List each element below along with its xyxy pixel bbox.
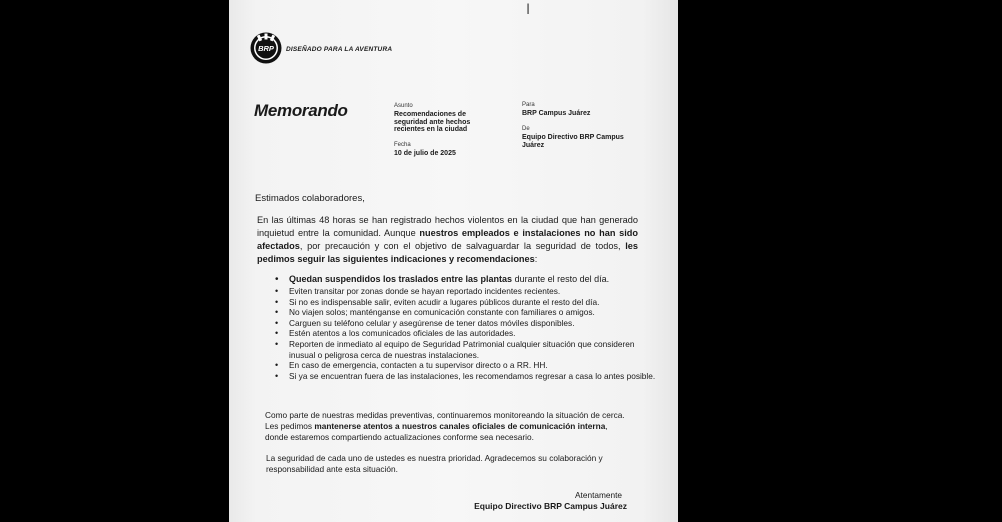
closing-salutation: Atentamente xyxy=(575,490,623,500)
recommendations-list xyxy=(263,274,661,381)
fecha-label: Fecha xyxy=(394,142,411,148)
signature-name: Equipo Directivo BRP Campus Juárez xyxy=(474,501,627,511)
fecha-value: 10 de julio de 2025 xyxy=(394,150,456,157)
list-item: • No viajen solos; manténganse en comunicación constante con familiares o amigos. xyxy=(289,307,661,318)
logo-text: BRP xyxy=(258,44,274,54)
brp-logo-icon xyxy=(250,32,282,64)
list-item: • Si ya se encuentran fuera de las instalaciones, les recomendamos regresar a casa lo antes posible. xyxy=(289,371,661,382)
de-label: De xyxy=(522,126,530,132)
asunto-value: Recomendaciones de seguridad ante hechos recientes en la ciudad xyxy=(394,111,471,133)
closing-paragraph: La seguridad de cada uno de ustedes es nuestra prioridad. Agradecemos su colaboración y responsabilidad ante esta situación. xyxy=(266,453,603,474)
brand-tagline: DISEÑADO PARA LA AVENTURA xyxy=(286,46,393,53)
list-item: • Estén atentos a los comunicados oficiales de las autoridades. xyxy=(289,328,661,339)
text-cursor-icon: I xyxy=(526,2,531,18)
list-item: • En caso de emergencia, contacten a tu supervisor directo o a RR. HH. xyxy=(289,360,661,371)
memo-document xyxy=(229,0,678,522)
intro-paragraph: En las últimas 48 horas se han registrado hechos violentos en la ciudad que han generado inquietud entre la comunidad. Aunque nuestros empleados e instalaciones no han sido afectados, por precaución y con el objetivo de salvaguardar la seguridad de todos, les pedimos seguir las siguientes indicaciones y recomendaciones: xyxy=(257,215,638,264)
de-value: Equipo Directivo BRP Campus Juárez xyxy=(522,134,624,149)
list-item: • Quedan suspendidos los traslados entre las plantas durante el resto del día. xyxy=(289,274,661,285)
memo-title: Memorando xyxy=(254,101,348,120)
para-value: BRP Campus Juárez xyxy=(522,110,591,117)
para-label: Para xyxy=(522,102,535,108)
asunto-label: Asunto xyxy=(394,103,413,109)
list-item: • Carguen su teléfono celular y asegúrense de tener datos móviles disponibles. xyxy=(289,318,661,329)
list-item: • Reporten de inmediato al equipo de Seguridad Patrimonial cualquier situación que consideren inusual o peligrosa cerca de nuestras instalaciones. xyxy=(289,339,661,360)
list-item: • Si no es indispensable salir, eviten acudir a lugares públicos durante el resto del día. xyxy=(289,297,661,308)
measures-paragraph: Como parte de nuestras medidas preventivas, continuaremos monitoreando la situación de cerca. Les pedimos mantenerse atentos a nuestros canales oficiales de comunicación interna, donde estaremos compartiendo actualizaciones conforme sea necesario. xyxy=(265,410,625,442)
greeting: Estimados colaboradores, xyxy=(255,193,365,204)
list-item: • Eviten transitar por zonas donde se hayan reportado incidentes recientes. xyxy=(289,286,661,297)
